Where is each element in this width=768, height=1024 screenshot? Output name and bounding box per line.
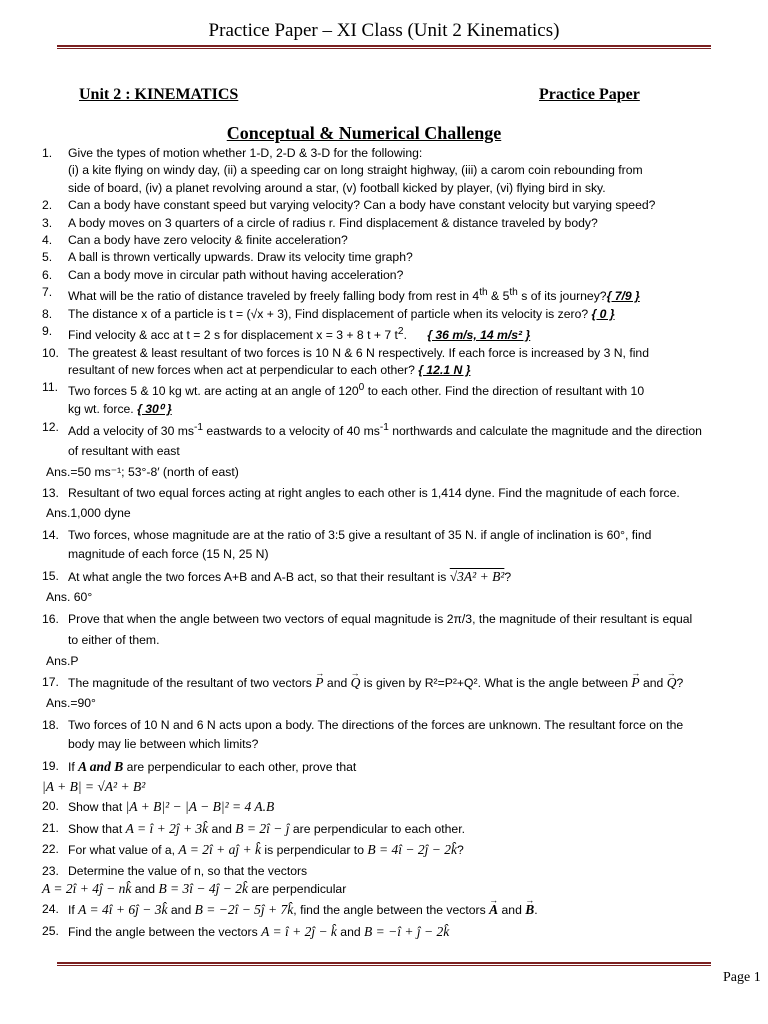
question-text: Resultant of two equal forces acting at right angles to each other is 1,414 dyne. Find the magnitude of each force. [68,485,680,500]
question-number: 23. [42,863,59,878]
question-text: Determine the value of n, so that the vectors [68,863,308,878]
question-1 [42,145,732,197]
question-9 [42,323,732,344]
formula: B = 3î − 4ĵ − 2k̂ [158,881,249,897]
formula: B = −î + ĵ − 2k̂ [364,923,450,939]
question-number: 15. [42,568,59,583]
question-text: s of its journey? [517,289,607,304]
question-21 [42,820,732,838]
question-19 [42,758,732,776]
question-5 [42,249,732,266]
question-list [42,145,732,941]
question-text: The magnitude of the resultant of two vectors [68,675,316,690]
question-number: 11. [42,380,59,395]
formula: B = −2î − 5ĵ + 7k̂ [194,902,294,918]
question-text: northwards and calculate the magnitude and the direction [388,424,702,439]
question-number: 22. [42,842,59,857]
question-text: ? [456,843,464,858]
question-13 [42,485,732,502]
question-text: The greatest & least resultant of two forces is 10 N & 6 N respectively. If each force is increased by 3 N, find [68,345,649,360]
question-number: 6. [42,267,53,282]
answer-16: Ans.P [46,654,79,669]
question-number: 20. [42,799,59,814]
question-text: Prove that when the angle between two vectors of equal magnitude is 2π/3, the magnitude of their resultant is equal [68,612,693,627]
question-text: (i) a kite flying on windy day, (ii) a speeding car on long straight highway, (iii) a carom coin rebounding from [68,163,643,178]
question-number: 14. [42,527,59,542]
question-text: A ball is thrown vertically upwards. Draw its velocity time graph? [68,250,413,265]
question-text: What will be the ratio of distance traveled by freely falling body from rest in 4 [68,289,480,304]
question-text: and [336,924,365,939]
page-number: Page 1 [723,970,761,985]
question-text: , find the angle between the vectors [293,903,490,918]
question-number: 18. [42,717,59,732]
question-18 [42,716,732,755]
answer-hint: { 0 } [591,306,615,321]
question-number: 13. [42,485,59,500]
answer-hint: { 7/9 } [606,289,640,304]
formula: √3A² + B² [449,568,505,584]
question-number: 19. [42,758,59,773]
question-text: Find velocity & acc at t = 2 s for displacement x = 3 + 8 t + 7 t [68,328,398,343]
question-20 [42,798,732,816]
question-3 [42,215,732,232]
question-number: 4. [42,233,53,248]
question-text: are perpendicular to each other. [289,821,465,836]
question-text: If [68,759,79,774]
question-22 [42,841,732,859]
vector-p: → P [315,674,323,691]
question-14 [42,526,732,565]
question-text: . [534,903,538,918]
formula-19: |A + B| = √A² + B² [42,779,146,794]
question-17 [42,674,732,692]
question-text: are perpendicular to each other, prove that [123,759,357,774]
answer-12: Ans.=50 ms⁻¹; 53°-8′ (north of east) [46,465,239,480]
question-text: Give the types of motion whether 1-D, 2-D & 3-D for the following: [68,146,423,160]
superscript: 0 [358,382,365,394]
question-text: are perpendicular [248,882,347,897]
answer-hint: { 30⁰ } [137,401,172,416]
question-number: 1. [42,146,53,160]
answer-hint: { 12.1 N } [418,363,471,377]
question-text: The distance x of a particle is t = (√x + 3), Find displacement of particle when its velocity is zero? [68,306,592,321]
formula: A = 2î + 4ĵ − nk̂ [42,881,132,897]
question-number: 12. [42,420,59,435]
question-number: 8. [42,306,53,321]
question-text: is perpendicular to [261,843,368,858]
question-23 [42,863,732,880]
question-2 [42,197,732,214]
formula: A = 2î + aĵ + k̂ [178,842,261,858]
superscript: th [509,287,518,299]
section-title: Conceptual & Numerical Challenge [226,123,502,143]
question-text: and [131,882,159,897]
vector-p: → P [631,674,639,691]
question-text: . [403,328,428,343]
question-text: and [498,903,526,918]
question-text: resultant of new forces when act at perpendicular to each other? [68,363,419,377]
question-4 [42,232,732,249]
question-text: Two forces 5 & 10 kg wt. are acting at an angle of 120 [68,384,359,399]
formula: A = î + 2ĵ + 3k̂ [125,820,209,836]
question-text: magnitude of each force (15 N, 25 N) [68,547,269,562]
footer-rule [57,962,711,964]
question-text: and [208,821,236,836]
superscript: th [479,287,488,299]
superscript: -1 [379,422,389,434]
vector-a: → A [489,901,498,918]
question-text: For what value of a, [68,843,179,858]
vector-q: → Q [351,674,361,691]
question-text: Two forces, whose magnitude are at the ratio of 3:5 give a resultant of 35 N. if angle of inclination is 60°, find [68,527,652,542]
question-number: 17. [42,674,59,689]
question-text: to either of them. [68,632,160,647]
header-rule-thin [57,48,711,49]
question-text: & 5 [487,289,510,304]
answer-17: Ans.=90° [46,696,96,711]
unit-heading: Unit 2 : KINEMATICS [79,86,239,103]
question-number: 10. [42,345,59,360]
question-11 [42,379,732,418]
answer-15: Ans. 60° [46,589,93,604]
question-text: eastwards to a velocity of 40 ms [203,424,380,439]
question-text: A body moves on 3 quarters of a circle of radius r. Find displacement & distance traveled by body? [68,215,598,230]
question-12 [42,418,732,461]
question-text: to each other. Find the direction of resultant with 10 [364,384,645,399]
formula: |A + B|² − |A − B|² = 4 A.B [125,799,275,815]
formula: A = î + 2ĵ − k̂ [261,923,337,939]
question-number: 25. [42,923,59,938]
header-rule [57,45,711,47]
superscript: -1 [194,422,204,434]
question-text: and [167,903,195,918]
answer-hint: { 36 m/s, 14 m/s² } [427,328,531,343]
question-text: kg wt. force. [68,401,138,416]
question-text: side of board, (iv) a planet revolving around a star, (v) football kicked by player, (vi) flying bird in sky. [68,180,606,195]
question-7 [42,284,732,305]
question-text: Can a body have zero velocity & finite acceleration? [68,233,348,248]
question-text: Can a body move in circular path without having acceleration? [68,267,404,282]
question-number: 24. [42,902,59,917]
formula: A and B [78,758,124,774]
question-number: 7. [42,285,53,300]
question-25 [42,923,732,941]
vector-b: → B [525,901,534,918]
question-text: If [68,903,79,918]
answer-13: Ans.1,000 dyne [46,506,131,521]
footer-rule-thin [57,965,711,966]
question-text: Show that [68,821,126,836]
question-text: ? [504,569,512,584]
question-text: Add a velocity of 30 ms [68,424,194,439]
question-text: of resultant with east [68,443,180,458]
question-number: 3. [42,215,53,230]
question-24 [42,901,732,919]
question-number: 21. [42,820,59,835]
practice-paper-heading: Practice Paper [539,86,640,103]
formula: A = 4î + 6ĵ − 3k̂ [78,902,168,918]
question-8 [42,306,732,323]
question-number: 2. [42,198,53,213]
question-number: 9. [42,324,53,339]
question-text: body may lie between which limits? [68,737,259,752]
question-15 [42,568,732,586]
question-text: Can a body have constant speed but varying velocity? Can a body have constant velocity but varying speed? [68,198,656,213]
question-23-vectors [42,880,732,898]
question-6 [42,267,732,284]
question-text: Two forces of 10 N and 6 N acts upon a body. The directions of the forces are unknown. The resultant force on the [68,717,684,732]
page-header-title: Practice Paper – XI Class (Unit 2 Kinematics) [208,20,560,41]
formula: B = 4î − 2ĵ − 2k̂ [367,842,457,858]
question-text: and [639,675,667,690]
formula: B = 2î − ĵ [235,820,290,836]
question-number: 16. [42,612,59,627]
question-text: Show that [68,800,126,815]
question-text: At what angle the two forces A+B and A-B act, so that their resultant is [68,569,450,584]
question-text: and [323,675,351,690]
superscript: 2 [397,326,404,338]
question-number: 5. [42,250,53,265]
question-text: is given by R²=P²+Q². What is the angle between [360,675,632,690]
question-10 [42,345,732,380]
question-16 [42,609,732,650]
question-text: Find the angle between the vectors [68,924,262,939]
vector-q: → Q [667,674,677,691]
question-text: ? [676,675,684,690]
